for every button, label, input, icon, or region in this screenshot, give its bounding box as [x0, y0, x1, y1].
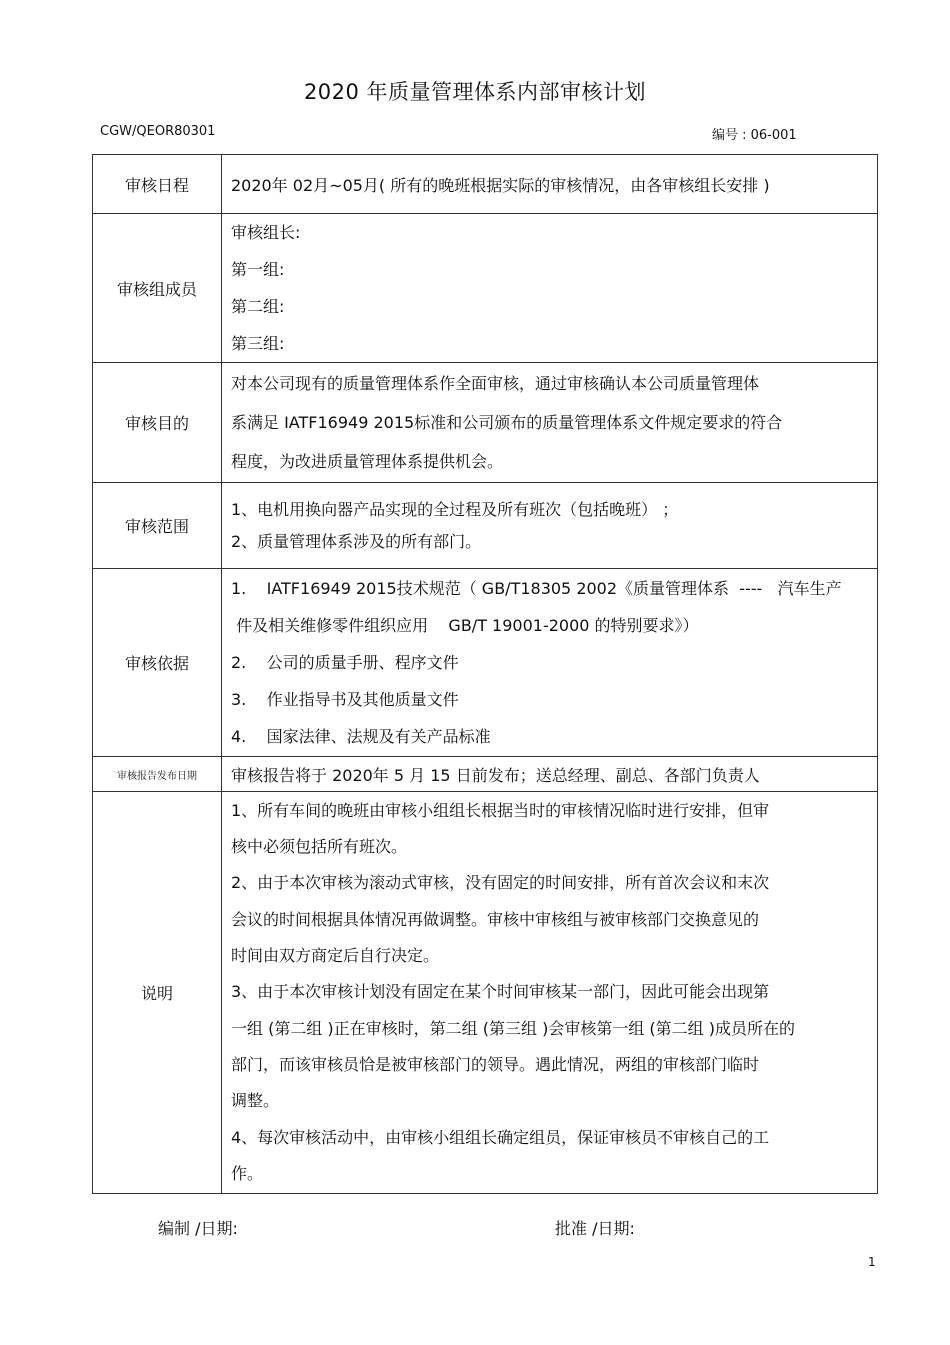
notes-line: 核中必须包括所有班次。	[231, 837, 408, 857]
page-number: 1	[868, 1255, 876, 1269]
basis-line: 4. 国家法律、法规及有关产品标准	[231, 727, 491, 746]
schedule-line: 2020年 02月~05月( 所有的晚班根据实际的审核情况，由各审核组长安排 )	[231, 175, 770, 195]
basis-line: 1. IATF16949 2015技术规范（ GB/T18305 2002《质量管理体系 ---- 汽车生产	[231, 579, 842, 598]
basis-line: 3. 作业指导书及其他质量文件	[231, 690, 459, 709]
notes-line: 3、由于本次审核计划没有固定在某个时间审核某一部门，因此可能会出现第	[231, 982, 770, 1002]
table-row	[93, 155, 878, 214]
row-value-scope	[222, 483, 878, 569]
table-row	[93, 569, 878, 757]
members-line: 第二组:	[231, 297, 285, 316]
row-value-basis	[222, 569, 878, 757]
report-line: 审核报告将于 2020年 5 月 15 日前发布；送总经理、副总、各部门负责人	[231, 765, 760, 785]
notes-line: 4、每次审核活动中，由审核小组组长确定组员，保证审核员不审核自己的工	[231, 1127, 770, 1147]
members-line: 第三组:	[231, 334, 285, 353]
row-label-notes: 说明	[93, 792, 222, 1194]
prepared-by-date: 编制 /日期:	[158, 1219, 238, 1238]
row-label-report-date: 审核报告发布日期	[93, 757, 222, 792]
notes-line: 调整。	[231, 1091, 280, 1111]
document-title: 2020 年质量管理体系内部审核计划	[303, 80, 647, 104]
row-value-purpose	[222, 363, 878, 483]
notes-line: 作。	[231, 1163, 264, 1183]
row-value-notes	[222, 792, 878, 1194]
purpose-line: 程度，为改进质量管理体系提供机会。	[231, 452, 504, 471]
table-row	[93, 792, 878, 1194]
notes-line: 2、由于本次审核为滚动式审核，没有固定的时间安排，所有首次会议和末次	[231, 873, 770, 893]
approved-by-date: 批准 /日期:	[555, 1219, 635, 1238]
scope-line: 2、质量管理体系涉及的所有部门。	[231, 531, 482, 551]
purpose-line: 对本公司现有的质量管理体系作全面审核，通过审核确认本公司质量管理体	[231, 374, 760, 393]
row-label-schedule: 审核日程	[93, 155, 222, 214]
notes-line: 部门，而该审核员恰是被审核部门的领导。遇此情况，两组的审核部门临时	[231, 1054, 760, 1074]
members-line: 第一组:	[231, 260, 285, 279]
row-value-report-date	[222, 757, 878, 792]
table-row	[93, 214, 878, 363]
scope-line: 1、电机用换向器产品实现的全过程及所有班次（包括晚班） ；	[231, 499, 679, 519]
row-label-members: 审核组成员	[93, 214, 222, 363]
basis-line: 2. 公司的质量手册、程序文件	[231, 653, 459, 672]
basis-line: 件及相关维修零件组织应用 GB/T 19001-2000 的特别要求》）	[231, 616, 699, 635]
notes-line: 一组 (第二组 )正在审核时，第二组 (第三组 )会审核第一组 (第二组 )成员所在的	[231, 1018, 795, 1038]
notes-line: 时间由双方商定后自行决定。	[231, 946, 440, 966]
document-number: 编号 : 06-001	[712, 128, 797, 143]
document-code: CGW/QEOR80301	[100, 124, 216, 139]
audit-plan-table	[92, 154, 878, 1194]
row-label-scope: 审核范围	[93, 483, 222, 569]
notes-line: 会议的时间根据具体情况再做调整。审核中审核组与被审核部门交换意见的	[231, 909, 760, 929]
notes-line: 1、所有车间的晚班由审核小组组长根据当时的审核情况临时进行安排，但审	[231, 800, 770, 820]
row-value-schedule	[222, 155, 878, 214]
members-line: 审核组长:	[231, 223, 301, 242]
row-label-purpose: 审核目的	[93, 363, 222, 483]
purpose-line: 系满足 IATF16949 2015标准和公司颁布的质量管理体系文件规定要求的符合	[231, 413, 783, 432]
table-row	[93, 757, 878, 792]
table-row	[93, 363, 878, 483]
row-value-members	[222, 214, 878, 363]
table-row	[93, 483, 878, 569]
row-label-basis: 审核依据	[93, 569, 222, 757]
